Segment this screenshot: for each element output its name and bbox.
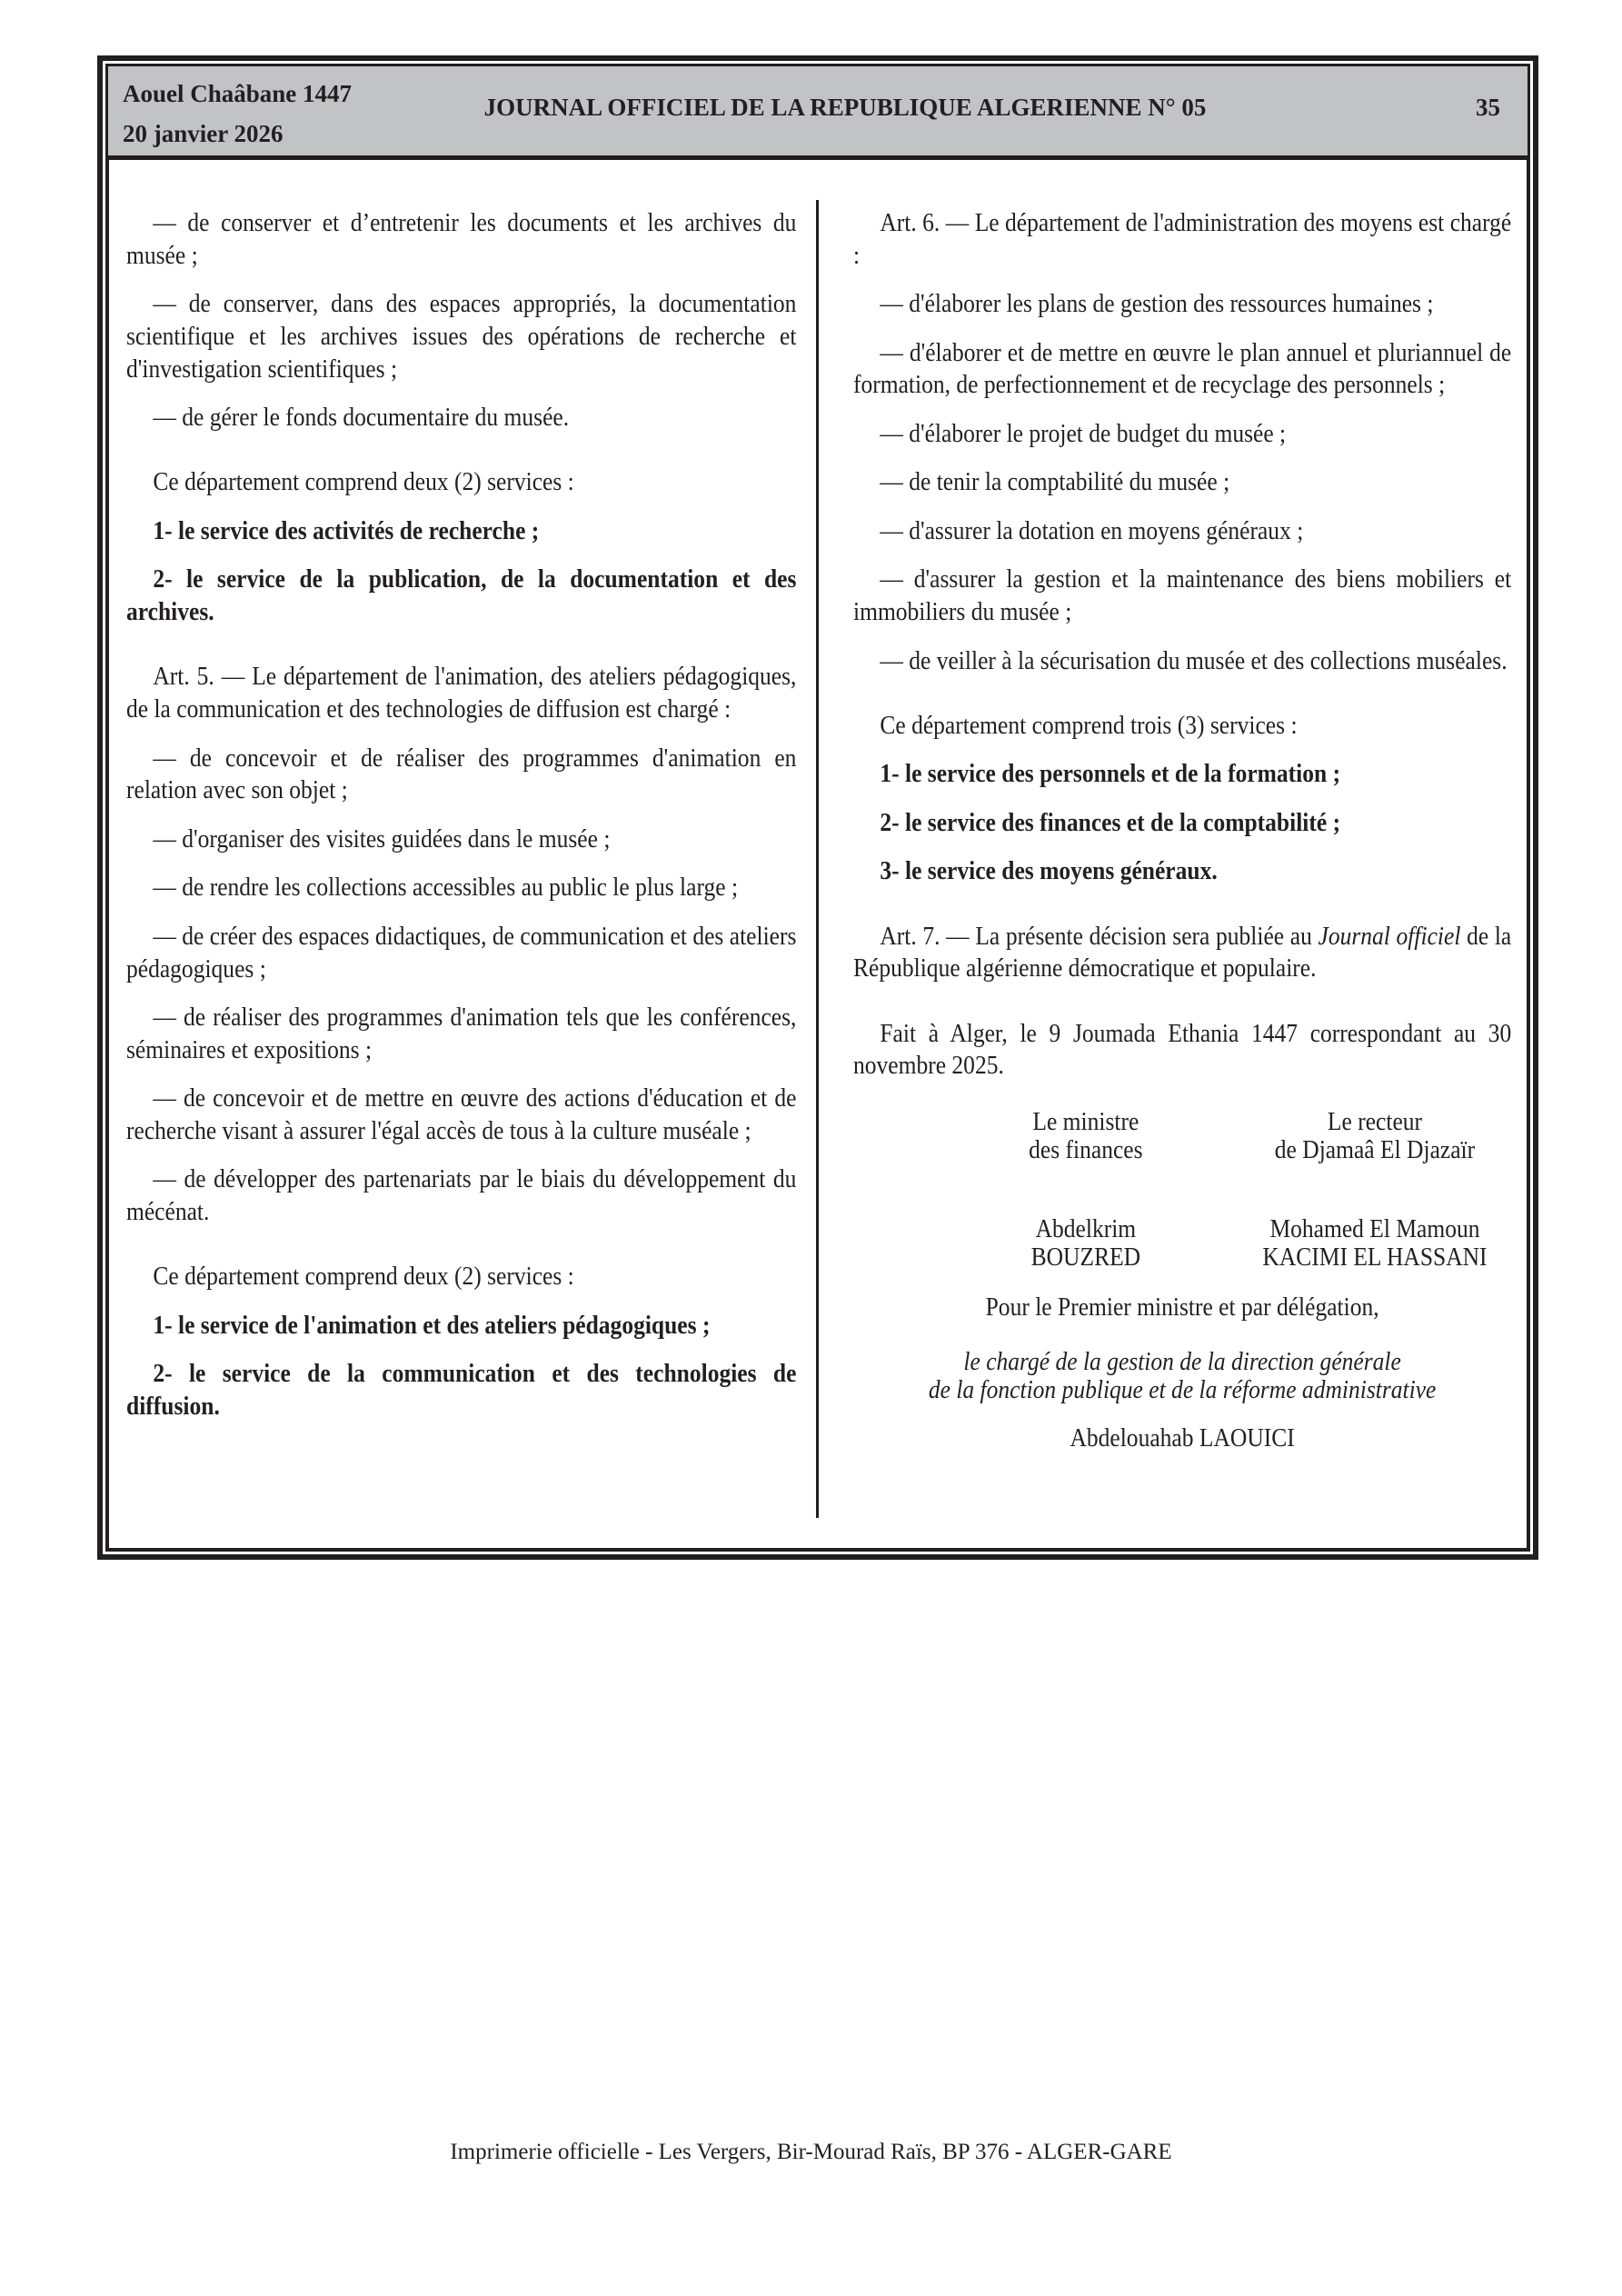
printer-footer: Imprimerie officielle - Les Vergers, Bir-Mourad Raïs, BP 376 - ALGER-GARE bbox=[450, 2140, 1172, 2164]
journal-header bbox=[108, 66, 1527, 160]
paragraph: — de concevoir et de réaliser des programmes d'animation en relation avec son objet ; bbox=[126, 743, 797, 805]
done-at: Fait à Alger, le 9 Joumada Ethania 1447 correspondant au 30 novembre 2025. bbox=[853, 1018, 1512, 1081]
delegate-role-line: de la fonction publique et de la réforme administrative bbox=[928, 1374, 1437, 1404]
paragraph: — de conserver, dans des espaces appropriés, la documentation scientifique et les archives issues des opérations de recherche et d'investigation scientifiques ; bbox=[126, 289, 797, 384]
delegate-role bbox=[853, 1348, 1511, 1404]
paragraph: — de tenir la comptabilité du musée ; bbox=[880, 467, 1230, 497]
article-6: Art. 6. — Le département de l'administration des moyens est chargé : bbox=[853, 208, 1512, 270]
signature-left-name bbox=[950, 1215, 1223, 1272]
header-page-number: 35 bbox=[1476, 94, 1500, 121]
header-title: JOURNAL OFFICIEL DE LA REPUBLIQUE ALGERIENNE N° 05 bbox=[483, 94, 1207, 121]
service-item: 2- le service de la communication et des technologies de diffusion. bbox=[126, 1359, 797, 1422]
page-frame bbox=[97, 55, 1538, 1560]
paragraph: — de concevoir et de mettre en œuvre des actions d'éducation et de recherche visant à assurer l'égal accès de tous à la culture muséale ; bbox=[126, 1083, 797, 1145]
paragraph: — de créer des espaces didactiques, de communication et des ateliers pédagogiques ; bbox=[126, 921, 797, 983]
paragraph: — de réaliser des programmes d'animation tels que les conférences, séminaires et expositions ; bbox=[126, 1003, 797, 1064]
paragraph: — de gérer le fonds documentaire du musée. bbox=[153, 403, 570, 433]
signature-left-title bbox=[950, 1108, 1223, 1164]
paragraph: — de veiller à la sécurisation du musée et des collections muséales. bbox=[880, 645, 1508, 675]
paragraph: Ce département comprend deux (2) services : bbox=[153, 1262, 574, 1292]
article-7 bbox=[853, 921, 1511, 985]
right-column bbox=[853, 207, 1511, 1471]
signature-text: Le recteur bbox=[1327, 1107, 1423, 1137]
service-item: 2- le service de la publication, de la documentation et des archives. bbox=[126, 564, 797, 627]
signature-text: Le ministre bbox=[1032, 1107, 1139, 1137]
paragraph: — de conserver et d’entretenir les documents et les archives du musée ; bbox=[126, 208, 797, 270]
article-7-text-end: de la République algérienne démocratique et populaire. bbox=[853, 921, 1512, 983]
signature-text: BOUZRED bbox=[1030, 1243, 1141, 1273]
delegate-role-line: le chargé de la gestion de la direction générale bbox=[963, 1346, 1401, 1376]
signature-right-title bbox=[1239, 1108, 1512, 1164]
article-7-text: Art. 7. — La présente décision sera publiée au bbox=[880, 921, 1318, 951]
signature-text: de Djamaâ El Djazaïr bbox=[1274, 1135, 1476, 1165]
header-date-hijri: Aouel Chaâbane 1447 bbox=[123, 80, 353, 107]
signature-text: Abdelkrim bbox=[1035, 1214, 1137, 1244]
journal-officiel-italic: Journal officiel bbox=[1318, 921, 1461, 951]
paragraph: — de rendre les collections accessibles au public le plus large ; bbox=[153, 873, 739, 903]
service-item: 1- le service des personnels et de la formation ; bbox=[880, 759, 1341, 789]
signatures-names bbox=[853, 1215, 1511, 1272]
left-column bbox=[126, 207, 796, 1440]
paragraph: — de développer des partenariats par le biais du développement du mécénat. bbox=[126, 1164, 797, 1227]
service-item: 1- le service des activités de recherche ; bbox=[153, 515, 540, 545]
signature-text: Mohamed El Mamoun bbox=[1269, 1214, 1480, 1244]
service-item: 3- le service des moyens généraux. bbox=[880, 856, 1218, 886]
service-item: 2- le service des finances et de la comptabilité ; bbox=[880, 807, 1341, 837]
paragraph: — d'élaborer le projet de budget du musée ; bbox=[880, 418, 1287, 448]
service-item: 1- le service de l'animation et des ateliers pédagogiques ; bbox=[153, 1310, 711, 1340]
signature-text: KACIMI EL HASSANI bbox=[1262, 1243, 1488, 1273]
signature-right-name bbox=[1239, 1215, 1512, 1272]
delegate-name: Abdelouahab LAOUICI bbox=[1070, 1423, 1295, 1452]
paragraph: — d'élaborer les plans de gestion des ressources humaines ; bbox=[880, 289, 1434, 319]
paragraph: Ce département comprend deux (2) services : bbox=[153, 467, 574, 497]
paragraph: — d'organiser des visites guidées dans le musée ; bbox=[153, 824, 611, 854]
page-frame-inner bbox=[105, 64, 1530, 1552]
paragraph: — d'élaborer et de mettre en œuvre le plan annuel et pluriannuel de formation, de perfectionnement et de recyclage des personnels ; bbox=[853, 337, 1512, 400]
signatures-titles bbox=[853, 1108, 1511, 1164]
signature-text: des finances bbox=[1029, 1135, 1143, 1165]
paragraph: — d'assurer la gestion et la maintenance des biens mobiliers et immobiliers du musée ; bbox=[853, 564, 1512, 627]
header-date-gregorian: 20 janvier 2026 bbox=[123, 120, 284, 147]
paragraph: — d'assurer la dotation en moyens généraux ; bbox=[880, 515, 1304, 545]
paragraph: Ce département comprend trois (3) services : bbox=[880, 710, 1298, 740]
article-5: Art. 5. — Le département de l'animation, des ateliers pédagogiques, de la communication et des technologies de diffusion est chargé : bbox=[126, 662, 797, 724]
delegation-line: Pour le Premier ministre et par délégation, bbox=[985, 1293, 1379, 1323]
column-divider bbox=[816, 200, 819, 1518]
